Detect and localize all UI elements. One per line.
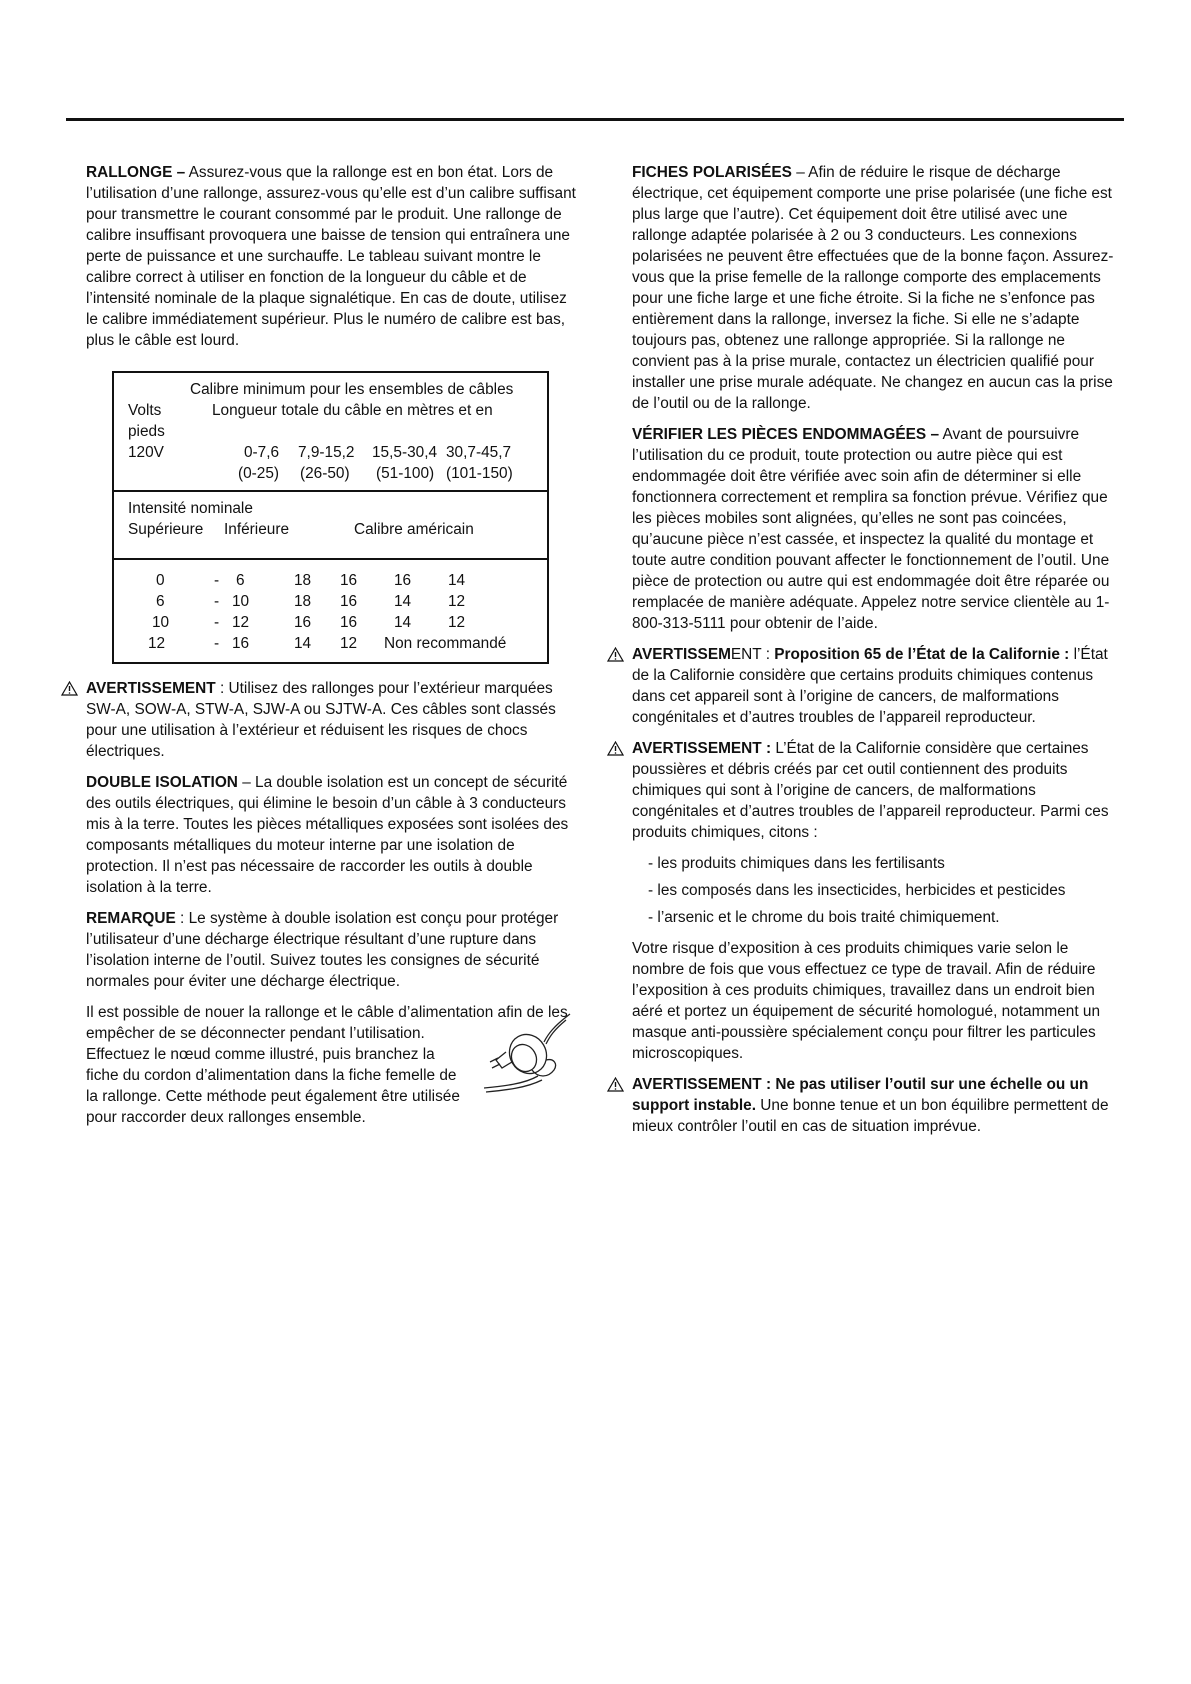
warning-dust-title: AVERTISSEMENT : [632,740,772,757]
rallonge-title: RALLONGE – [86,164,186,181]
chemicals-list [632,853,1122,928]
cell-inf: 6 [236,572,245,589]
voltage-value: 120V [128,444,164,461]
cell-g4: 14 [448,572,466,589]
double-isolation-text: – La double isolation est un concept de sécurité des outils électriques, qui élimine le besoin d’un câble à 3 conducteurs mis à la terre. Toutes les pièces métalliques exposées sont isolées des composants métalliques du moteur interne par une isolation de protection. Il n’est pas nécessaire de raccorder les outils à double isolation à la terre. [86,774,569,896]
cell-g4: 12 [448,593,466,610]
table-header2: Longueur totale du câble en mètres et en [212,402,493,419]
right-column [632,162,1122,1147]
cell-dash: - [214,593,220,610]
table-row [128,633,533,654]
warning-outdoor-cords [86,678,582,762]
table-header1: Calibre minimum pour les ensembles de câbles [190,381,514,398]
cell-dash: - [214,572,220,589]
cell-g1: 18 [294,572,312,589]
prop65-title-c: Proposition 65 de l’État de la Californie : [774,646,1070,663]
rallonge-paragraph [86,162,582,351]
length-m-3: 15,5-30,4 [372,444,438,461]
cell-g2: 16 [340,593,358,610]
length-m-2: 7,9-15,2 [298,444,355,461]
verifier-text: Avant de poursuivre l’utilisation du ce produit, toute protection ou autre pièce qui est endommagée doit être vérifiée avec soin afin de déterminer si elle fonctionnera correctement et remplira sa fonction prévue. Vérifiez que les pièces mobiles sont alignées, qu’elles ne sont pas coincées, qu’aucune pièce n’est cassée, et inspectez la qualité du montage et toute autre condition pouvant affecter le fonctionnement de l’outil. Une pièce de protection ou autre qui est endommagée doit être réparée ou remplacée de manière adéquate. Appelez notre service clientèle au 1-800-313-5111 pour obtenir de l’aide. [632,426,1110,632]
cell-inf: 10 [232,593,250,610]
volts-label: Volts [128,402,162,419]
fiches-text: – Afin de réduire le risque de décharge électrique, cet équipement comporte une prise polarisée (une fiche est plus large que l’autre). Cet équipement doit être utilisé avec une rallonge adaptée polarisée à 2 ou 3 conducteurs. Les connexions polarisées ne peuvent être effectuées que de la bonne façon. Assurez-vous que la prise femelle de la rallonge comporte des emplacements pour une fiche large et une fiche étroite. Si la fiche ne s’enfonce pas entièrement dans la rallonge, inversez la fiche. Si elle ne s’adapte toujours pas, obtenez une rallonge appropriée. Si la rallonge ne convient pas à la prise murale, contactez un électricien qualifié pour installer une prise murale adéquate. Ne changez en aucun cas la prise de l’outil ou de la rallonge. [632,164,1114,412]
warning-ladder-title: AVERTISSEMENT : Ne pas utiliser l’outil sur une échelle ou un support instable. [632,1076,1089,1114]
remarque-text: : Le système à double isolation est conçu pour protéger l’utilisateur d’une décharge électrique résultant d’une rupture dans l’isolation interne de l’outil. Suivez toutes les consignes de sécurité normales pour éviter une décharge électrique. [86,910,559,990]
warning-dust [632,738,1122,843]
verifier-paragraph [632,424,1122,634]
cell-g1: 16 [294,614,312,631]
table-row [128,612,533,633]
cell-g2: 12 [340,635,358,652]
superieure-label: Supérieure [128,521,204,538]
remarque-paragraph [86,908,582,992]
cell-g1: 14 [294,635,312,652]
gauge-table [112,371,549,664]
cell-g1: 18 [294,593,312,610]
cell-g4: 12 [448,614,466,631]
cell-g2: 16 [340,572,358,589]
cell-sup: 6 [156,593,165,610]
cell-g3: 16 [394,572,412,589]
warning-dust-text: L’État de la Californie considère que certaines poussières et débris créés par cet outil contiennent des produits chimiques qui sont à l’origine de cancers, de malformations congénitales et d’autres troubles de l’appareil reproducteur. Parmi ces produits chimiques, citons : [632,740,1109,841]
knot-line1: Il est possible de nouer la rallonge et le câble d’alimentation afin de les empêcher de se déconnecter pendant l’utilisation. [86,1004,568,1042]
warning1-title: AVERTISSEMENT [86,680,216,697]
warning-triangle-icon [61,681,78,696]
warning-triangle-icon [607,1077,624,1092]
list-item: - les composés dans les insecticides, herbicides et pesticides [648,882,1066,899]
fiches-title: FICHES POLARISÉES [632,164,792,181]
warning1-text: : Utilisez des rallonges pour l’extérieur marquées SW-A, SOW-A, STW-A, SJW-A ou SJTW-A. Ces câbles sont classés pour une utilisation à l’extérieur et réduisent les risques de chocs électriques. [86,680,556,760]
cell-inf: 12 [232,614,250,631]
cell-note: Non recommandé [384,635,507,652]
exposure-paragraph: Votre risque d’exposition à ces produits chimiques varie selon le nombre de fois que vous effectuez ce type de travail. Afin de réduire l’exposition à ces produits chimiques, travaillez dans un endroit bien aéré et portez un équipement de sécurité homologué, notamment un masque anti-poussière spécialement conçu pour filtrer les particules microscopiques. [632,940,1101,1062]
table-header-section [114,373,547,490]
double-isolation-paragraph [86,772,582,898]
knot-section [86,1002,582,1128]
calibre-label: Calibre américain [354,521,474,538]
cell-dash: - [214,635,220,652]
top-rule [66,118,1124,121]
left-column [86,162,582,1128]
double-isolation-title: DOUBLE ISOLATION [86,774,238,791]
intensite-label: Intensité nominale [128,500,253,517]
warning-ladder-text: Une bonne tenue et un bon équilibre permettent de mieux contrôler l’outil en cas de situation imprévue. [632,1097,1109,1135]
table-row [128,591,533,612]
cell-g3: 14 [394,614,412,631]
rallonge-text: Assurez-vous que la rallonge est en bon état. Lors de l’utilisation d’une rallonge, assurez-vous qu’elle est d’un calibre suffisant pour transmettre le courant consommé par le produit. Une rallonge de calibre insuffisant provoquera une baisse de tension qui entraînera une perte de puissance et une surchauffe. Le tableau suivant montre le calibre correct à utiliser en fonction de la longueur du câble et de l’intensité nominale de la plaque signalétique. En cas de doute, utilisez le calibre immédiatement supérieur. Plus le numéro de calibre est bas, plus le câble est lourd. [86,164,576,349]
cord-knot-illustration [484,1012,572,1094]
cell-g3: 14 [394,593,412,610]
warning-ladder [632,1074,1122,1137]
table-row [128,570,533,591]
cell-g2: 16 [340,614,358,631]
length-m-4: 30,7-45,7 [446,444,512,461]
cell-sup: 10 [152,614,170,631]
remarque-title: REMARQUE [86,910,176,927]
length-m-1: 0-7,6 [244,444,280,461]
length-ft-2: (26-50) [300,465,350,482]
prop65-text: l’État de la Californie considère que certains produits chimiques contenus dans cet appareil sont à l’origine de cancers, de malformations congénitales et d’autres troubles de l’appareil reproducteur. [632,646,1108,726]
knot-line2: Effectuez le nœud comme illustré, puis branchez la fiche du cordon d’alimentation dans la fiche femelle de la rallonge. Cette méthode peut également être utilisée pour raccorder deux rallonges ensemble. [86,1046,460,1126]
prop65-title-b: ENT : [730,646,775,663]
length-ft-4: (101-150) [446,465,513,482]
table-amperage-section [114,490,547,558]
warning-triangle-icon [607,647,624,662]
cell-inf: 16 [232,635,250,652]
prop65-title-a: AVERTISSEM [632,646,731,663]
cell-sup: 0 [156,572,165,589]
list-item: - l’arsenic et le chrome du bois traité chimiquement. [648,909,1000,926]
cell-sup: 12 [148,635,166,652]
warning-prop65 [632,644,1122,728]
warning-triangle-icon [607,741,624,756]
cell-dash: - [214,614,220,631]
inferieure-label: Inférieure [224,521,290,538]
table-body-section [114,558,547,662]
fiches-paragraph [632,162,1122,414]
list-item: - les produits chimiques dans les fertilisants [648,855,945,872]
length-ft-3: (51-100) [376,465,435,482]
length-ft-1: (0-25) [238,465,280,482]
pieds-label: pieds [128,423,165,440]
verifier-title: VÉRIFIER LES PIÈCES ENDOMMAGÉES – [632,426,940,443]
